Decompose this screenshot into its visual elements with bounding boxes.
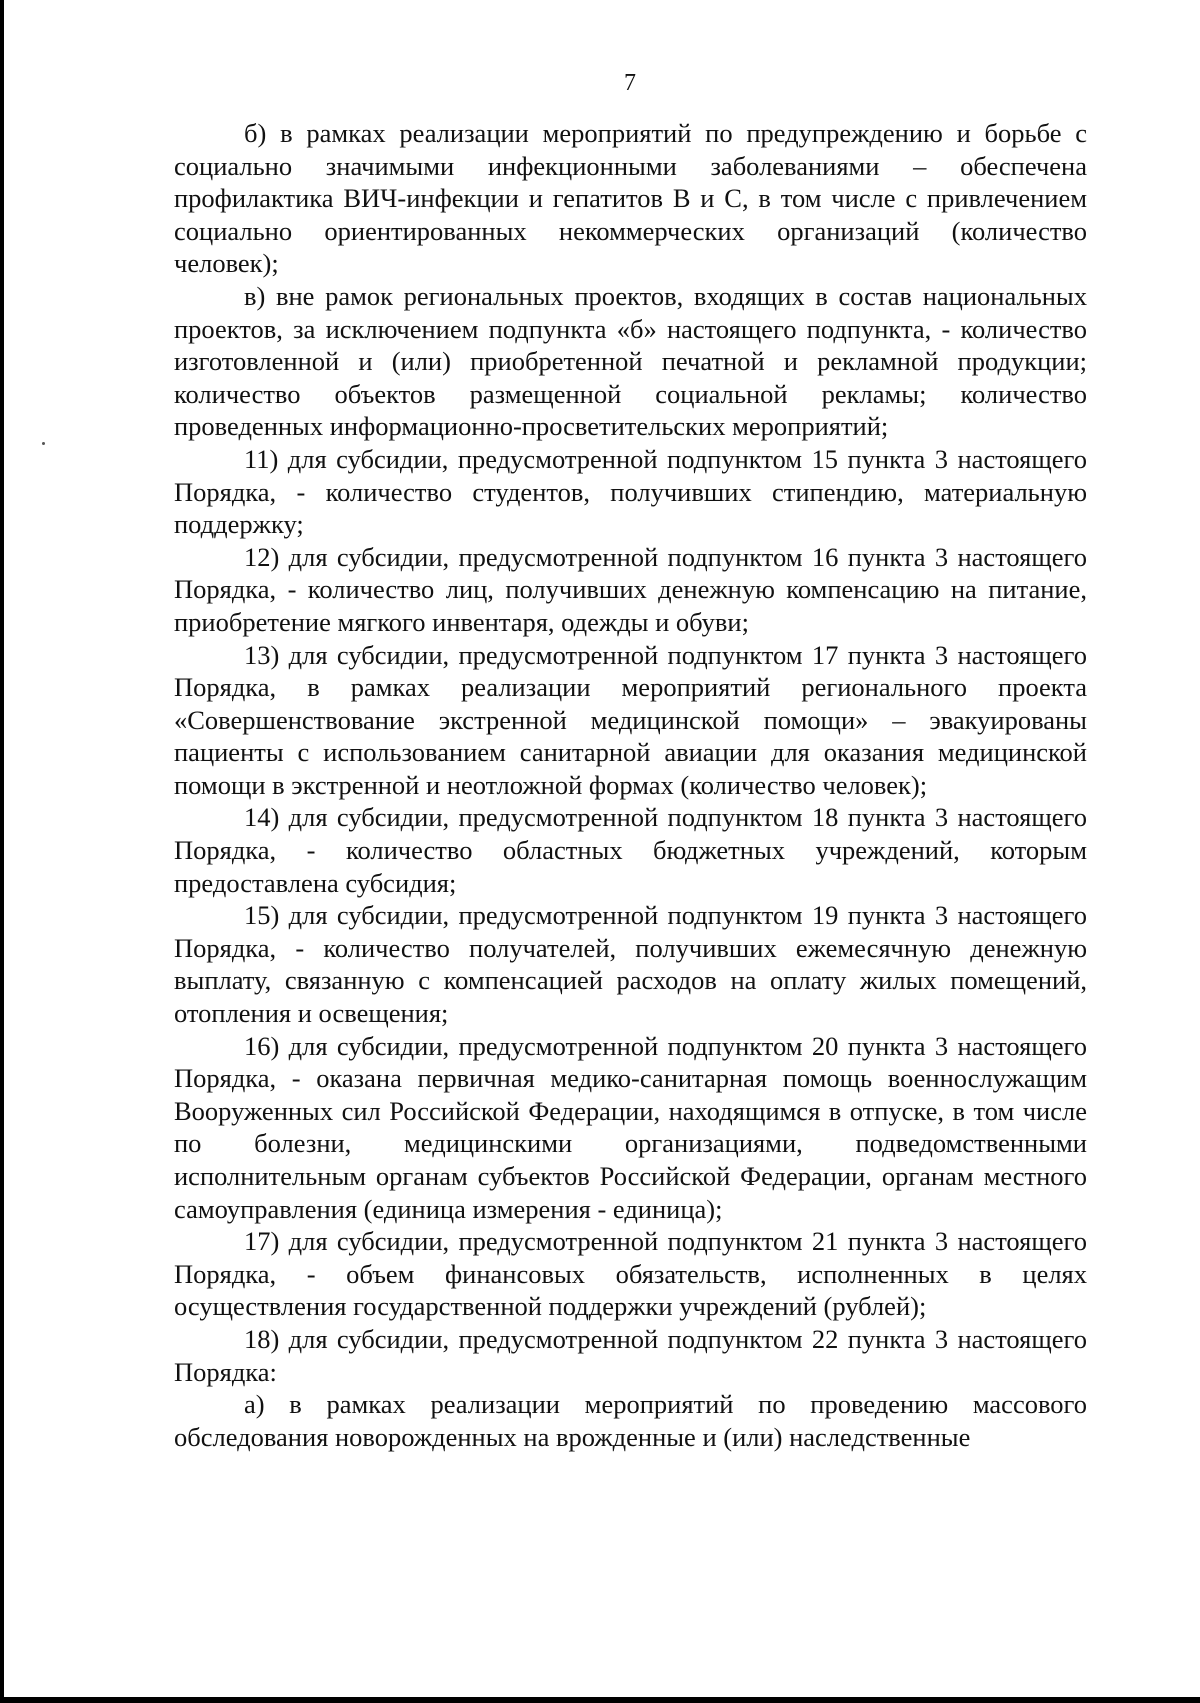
paragraph-17-financial-obligations: 17) для субсидии, предусмотренной подпунктом 21 пункта 3 настоящего Порядка, - объем финансовых обязательств, исполненных в целях осуществления государственной поддержки учреждений (рублей); [174, 1226, 1087, 1322]
scan-left-edge [0, 0, 4, 1703]
paragraph-14-budget-institutions: 14) для субсидии, предусмотренной подпунктом 18 пункта 3 настоящего Порядка, - количество областных бюджетных учреждений, которым предоставлена субсидия; [174, 802, 1087, 898]
document-body [174, 117, 1087, 1453]
paragraph-b-hiv-prevention: б) в рамках реализации мероприятий по предупреждению и борьбе с социально значимыми инфекционными заболеваниями – обеспечена профилактика ВИЧ-инфекции и гепатитов B и C, в том числе с привлечением социально ориентированных некоммерческих организаций (количество человек); [174, 118, 1087, 279]
scan-bottom-edge [0, 1697, 1200, 1703]
page-number: 7 [624, 70, 636, 96]
paragraph-v-outside-projects: в) вне рамок региональных проектов, входящих в состав национальных проектов, за исключением подпункта «б» настоящего подпункта, - количество изготовленной и (или) приобретенной печатной и рекламной продукции; количество объектов размещенной социальной рекламы; количество проведенных информационно-просветительских мероприятий; [174, 280, 1087, 442]
paragraph-18-subsidy: 18) для субсидии, предусмотренной подпунктом 22 пункта 3 настоящего Порядка: [174, 1323, 1087, 1387]
scan-speck [42, 442, 45, 445]
paragraph-15-monthly-payment: 15) для субсидии, предусмотренной подпунктом 19 пункта 3 настоящего Порядка, - количество получателей, получивших ежемесячную денежную выплату, связанную с компенсацией расходов на оплату жилых помещений, отопления и освещения; [174, 900, 1087, 1029]
paragraph-11-students: 11) для субсидии, предусмотренной подпунктом 15 пункта 3 настоящего Порядка, - количество студентов, получивших стипендию, материальную поддержку; [174, 443, 1087, 540]
paragraph-12-compensation: 12) для субсидии, предусмотренной подпунктом 16 пункта 3 настоящего Порядка, - количество лиц, получивших денежную компенсацию на питание, приобретение мягкого инвентаря, одежды и обуви; [174, 541, 1087, 637]
paragraph-16-military-care: 16) для субсидии, предусмотренной подпунктом 20 пункта 3 настоящего Порядка, - оказана первичная медико-санитарная помощь военнослужащим Вооруженных сил Российской Федерации, находящимся в отпуске, в том числе по болезни, медицинскими организациями, подведомственными исполнительным органам субъектов Российской Федерации, органам местного самоуправления (единица измерения - единица); [174, 1030, 1087, 1224]
paragraph-a-newborn-screening: а) в рамках реализации мероприятий по проведению массового обследования новорожденных на врожденные и (или) наследственные [174, 1389, 1087, 1452]
paragraph-13-air-ambulance: 13) для субсидии, предусмотренной подпунктом 17 пункта 3 настоящего Порядка, в рамках реализации мероприятий регионального проекта «Совершенствование экстренной медицинской помощи» – эвакуированы пациенты с использованием санитарной авиации для оказания медицинской помощи в экстренной и неотложной формах (количество человек); [174, 639, 1087, 800]
